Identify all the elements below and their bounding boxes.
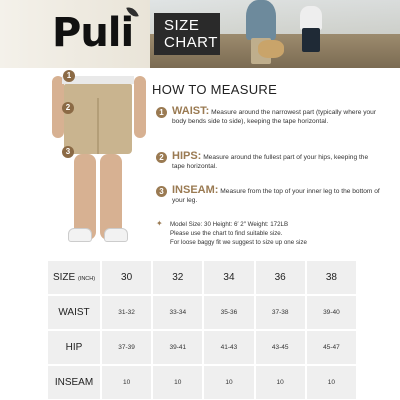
note-line: Please use the chart to find suitable size.: [170, 230, 283, 237]
brand-logo: [52, 10, 133, 56]
hip-marker: 2: [62, 102, 74, 114]
shorts-image: [64, 84, 132, 154]
badge-line1: SIZE: [164, 17, 200, 34]
step-number: 1: [156, 107, 167, 118]
table-cell: 10: [256, 366, 305, 399]
table-cell: 37-39: [102, 331, 151, 364]
step-heading: WAIST:: [172, 105, 210, 117]
shoe-image: [68, 228, 92, 242]
dog-image: [258, 40, 284, 58]
table-cell: 10: [204, 366, 253, 399]
size-cell: 38: [307, 261, 356, 294]
step-number: 3: [156, 186, 167, 197]
table-cell: 31-32: [102, 296, 151, 329]
step-text: Measure around the fullest part of your hips, keeping the tape horizontal.: [172, 154, 369, 170]
table-cell: 35-36: [204, 296, 253, 329]
size-cell: 36: [256, 261, 305, 294]
size-cell: 32: [153, 261, 202, 294]
note-line: For loose baggy fit we suggest to size up one size: [170, 239, 307, 246]
table-cell: 39-40: [307, 296, 356, 329]
inseam-marker: 3: [62, 146, 74, 158]
step-heading: HIPS:: [172, 150, 202, 162]
model-figure: [52, 71, 142, 251]
table-cell: 41-43: [204, 331, 253, 364]
model-note: [156, 220, 376, 247]
bullet-icon: ✦: [156, 219, 163, 228]
note-line: Model Size: 30 Height: 6′ 2″ Weight: 172LB: [170, 221, 289, 228]
row-label-hip: HIP: [48, 331, 100, 364]
row-label-waist: WAIST: [48, 296, 100, 329]
header-banner: [0, 0, 400, 68]
table-cell: 37-38: [256, 296, 305, 329]
logo-text: Puli: [52, 10, 134, 56]
table-row: [48, 331, 356, 364]
waist-instruction: [156, 107, 382, 126]
size-table: [46, 259, 358, 400]
size-header-cell: SIZE (INCH): [48, 261, 100, 294]
table-cell: 45-47: [307, 331, 356, 364]
table-row: [48, 261, 356, 294]
table-cell: 10: [102, 366, 151, 399]
waist-marker: 1: [63, 70, 75, 82]
size-cell: 30: [102, 261, 151, 294]
inseam-instruction: [156, 186, 382, 205]
table-cell: 33-34: [153, 296, 202, 329]
table-cell: 43-45: [256, 331, 305, 364]
shoe-image: [104, 228, 128, 242]
table-cell: 39-41: [153, 331, 202, 364]
table-cell: 10: [153, 366, 202, 399]
row-label-inseam: INSEAM: [48, 366, 100, 399]
step-text: Measure around the narrowest part (typically where your body bends side to side), keeping the tape horizontal.: [172, 109, 377, 125]
badge-line2: CHART: [164, 34, 218, 51]
child-image: [300, 6, 322, 30]
step-number: 2: [156, 152, 167, 163]
size-cell: 34: [204, 261, 253, 294]
hiker-image: [246, 0, 276, 40]
hips-instruction: [156, 152, 382, 171]
how-to-measure-title: HOW TO MEASURE: [152, 82, 278, 97]
step-heading: INSEAM:: [172, 184, 219, 196]
size-chart-badge: [154, 13, 220, 55]
table-row: [48, 366, 356, 399]
step-text: Measure from the top of your inner leg to the bottom of your leg.: [172, 188, 380, 204]
table-cell: 10: [307, 366, 356, 399]
table-row: [48, 296, 356, 329]
